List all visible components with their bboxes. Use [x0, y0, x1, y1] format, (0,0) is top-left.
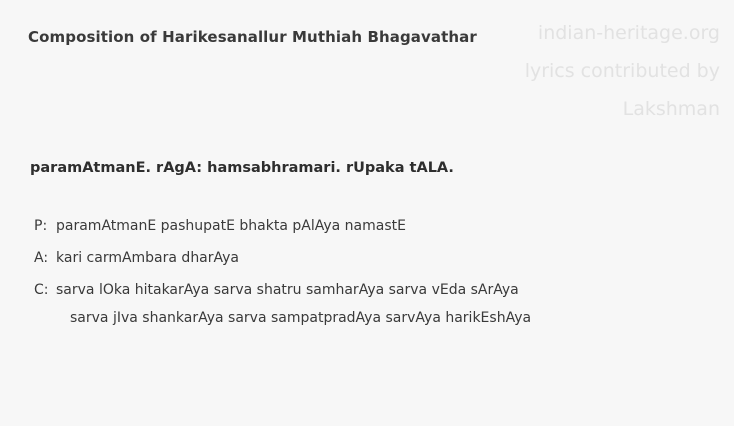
watermark-line-name: Lakshman	[622, 98, 720, 120]
lyric-text: paramAtmanE pashupatE bhakta pAlAya namastE	[56, 218, 406, 234]
lyrics-body	[34, 218, 714, 342]
song-header: paramAtmanE. rAgA: hamsabhramari. rUpaka tALA.	[30, 160, 454, 176]
watermark-line-site: indian-heritage.org	[537, 22, 720, 44]
lyric-text: kari carmAmbara dharAya	[56, 250, 240, 266]
lyric-section-tag: A:	[34, 250, 49, 266]
lyric-line	[34, 282, 714, 298]
lyric-text: sarva lOka hitakarAya sarva shatru samharAya sarva vEda sArAya	[56, 282, 519, 298]
lyric-section-tag: P:	[34, 218, 48, 234]
page-title: Composition of Harikesanallur Muthiah Bhagavathar	[28, 28, 477, 46]
lyric-text: sarva jIva shankarAya sarva sampatpradAya sarvAya harikEshAya	[70, 310, 532, 326]
lyric-section-tag: C:	[34, 282, 49, 298]
lyric-line	[34, 250, 714, 266]
watermark	[525, 14, 720, 128]
lyric-line	[34, 310, 714, 326]
lyric-line	[34, 218, 714, 234]
watermark-line-credit: lyrics contributed by	[524, 60, 720, 82]
